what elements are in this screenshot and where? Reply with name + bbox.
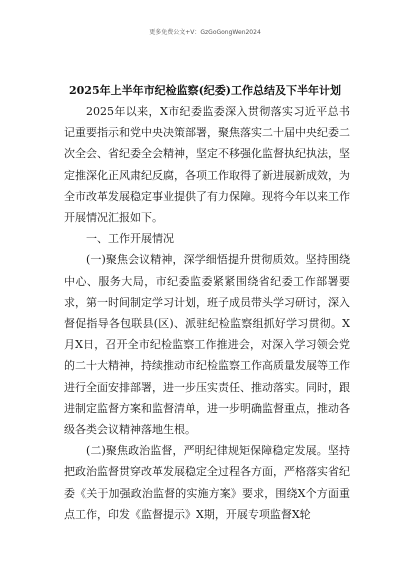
watermark-text: 更多免费公文+V：GzGoGongWen2024 — [149, 29, 261, 36]
paragraph-item-1: (一)聚焦会议精神，深学细悟提升贯彻质效。坚持围绕中心、服务大局，市纪委监委紧紧围绕省纪委工作部署要求，第一时间制定学习计划，班子成员带头学习研讨，深入督促指导各包联县(区)、派驻纪检监察组抓好学习贯彻。X月X日，召开全市纪检监察工作推进会，对深入学习领会党的二十大精神，持续推动市纪检监察工作高质量发展等工作进行全面安排部署，进一步压实责任、推动落实。同时，跟进制定监督方案和监督清单，进一步明确监督重点，推动各级各类会议精神落地生根。 — [64, 253, 350, 437]
paragraph-item-2: (二)聚焦政治监督，严明纪律规矩保障稳定发展。坚持把政治监督贯穿改革发展稳定全过程各方面，严格落实省纪委《关于加强政治监督的实施方案》要求，围绕X个方面重点工作，印发《监督提示》X期，开展专项监督X轮 — [64, 444, 350, 521]
section-heading: 一、工作开展情况 — [86, 232, 174, 246]
paragraph-intro: 2025年以来，X市纪委监委深入贯彻落实习近平总书记重要指示和党中央决策部署，聚焦落实二十届中央纪委二次全会、省纪委全会精神，坚定不移强化监督执纪执法，坚定推深化正风肃纪反腐，各项工作取得了新进展新成效，为全市改革发展稳定事业提供了有力保障。现将今年以来工作开展情况汇报如下。 — [64, 105, 350, 225]
document-title: 2025年上半年市纪检监察(纪委)工作总结及下半年计划 — [68, 84, 342, 97]
document-body — [64, 101, 350, 525]
